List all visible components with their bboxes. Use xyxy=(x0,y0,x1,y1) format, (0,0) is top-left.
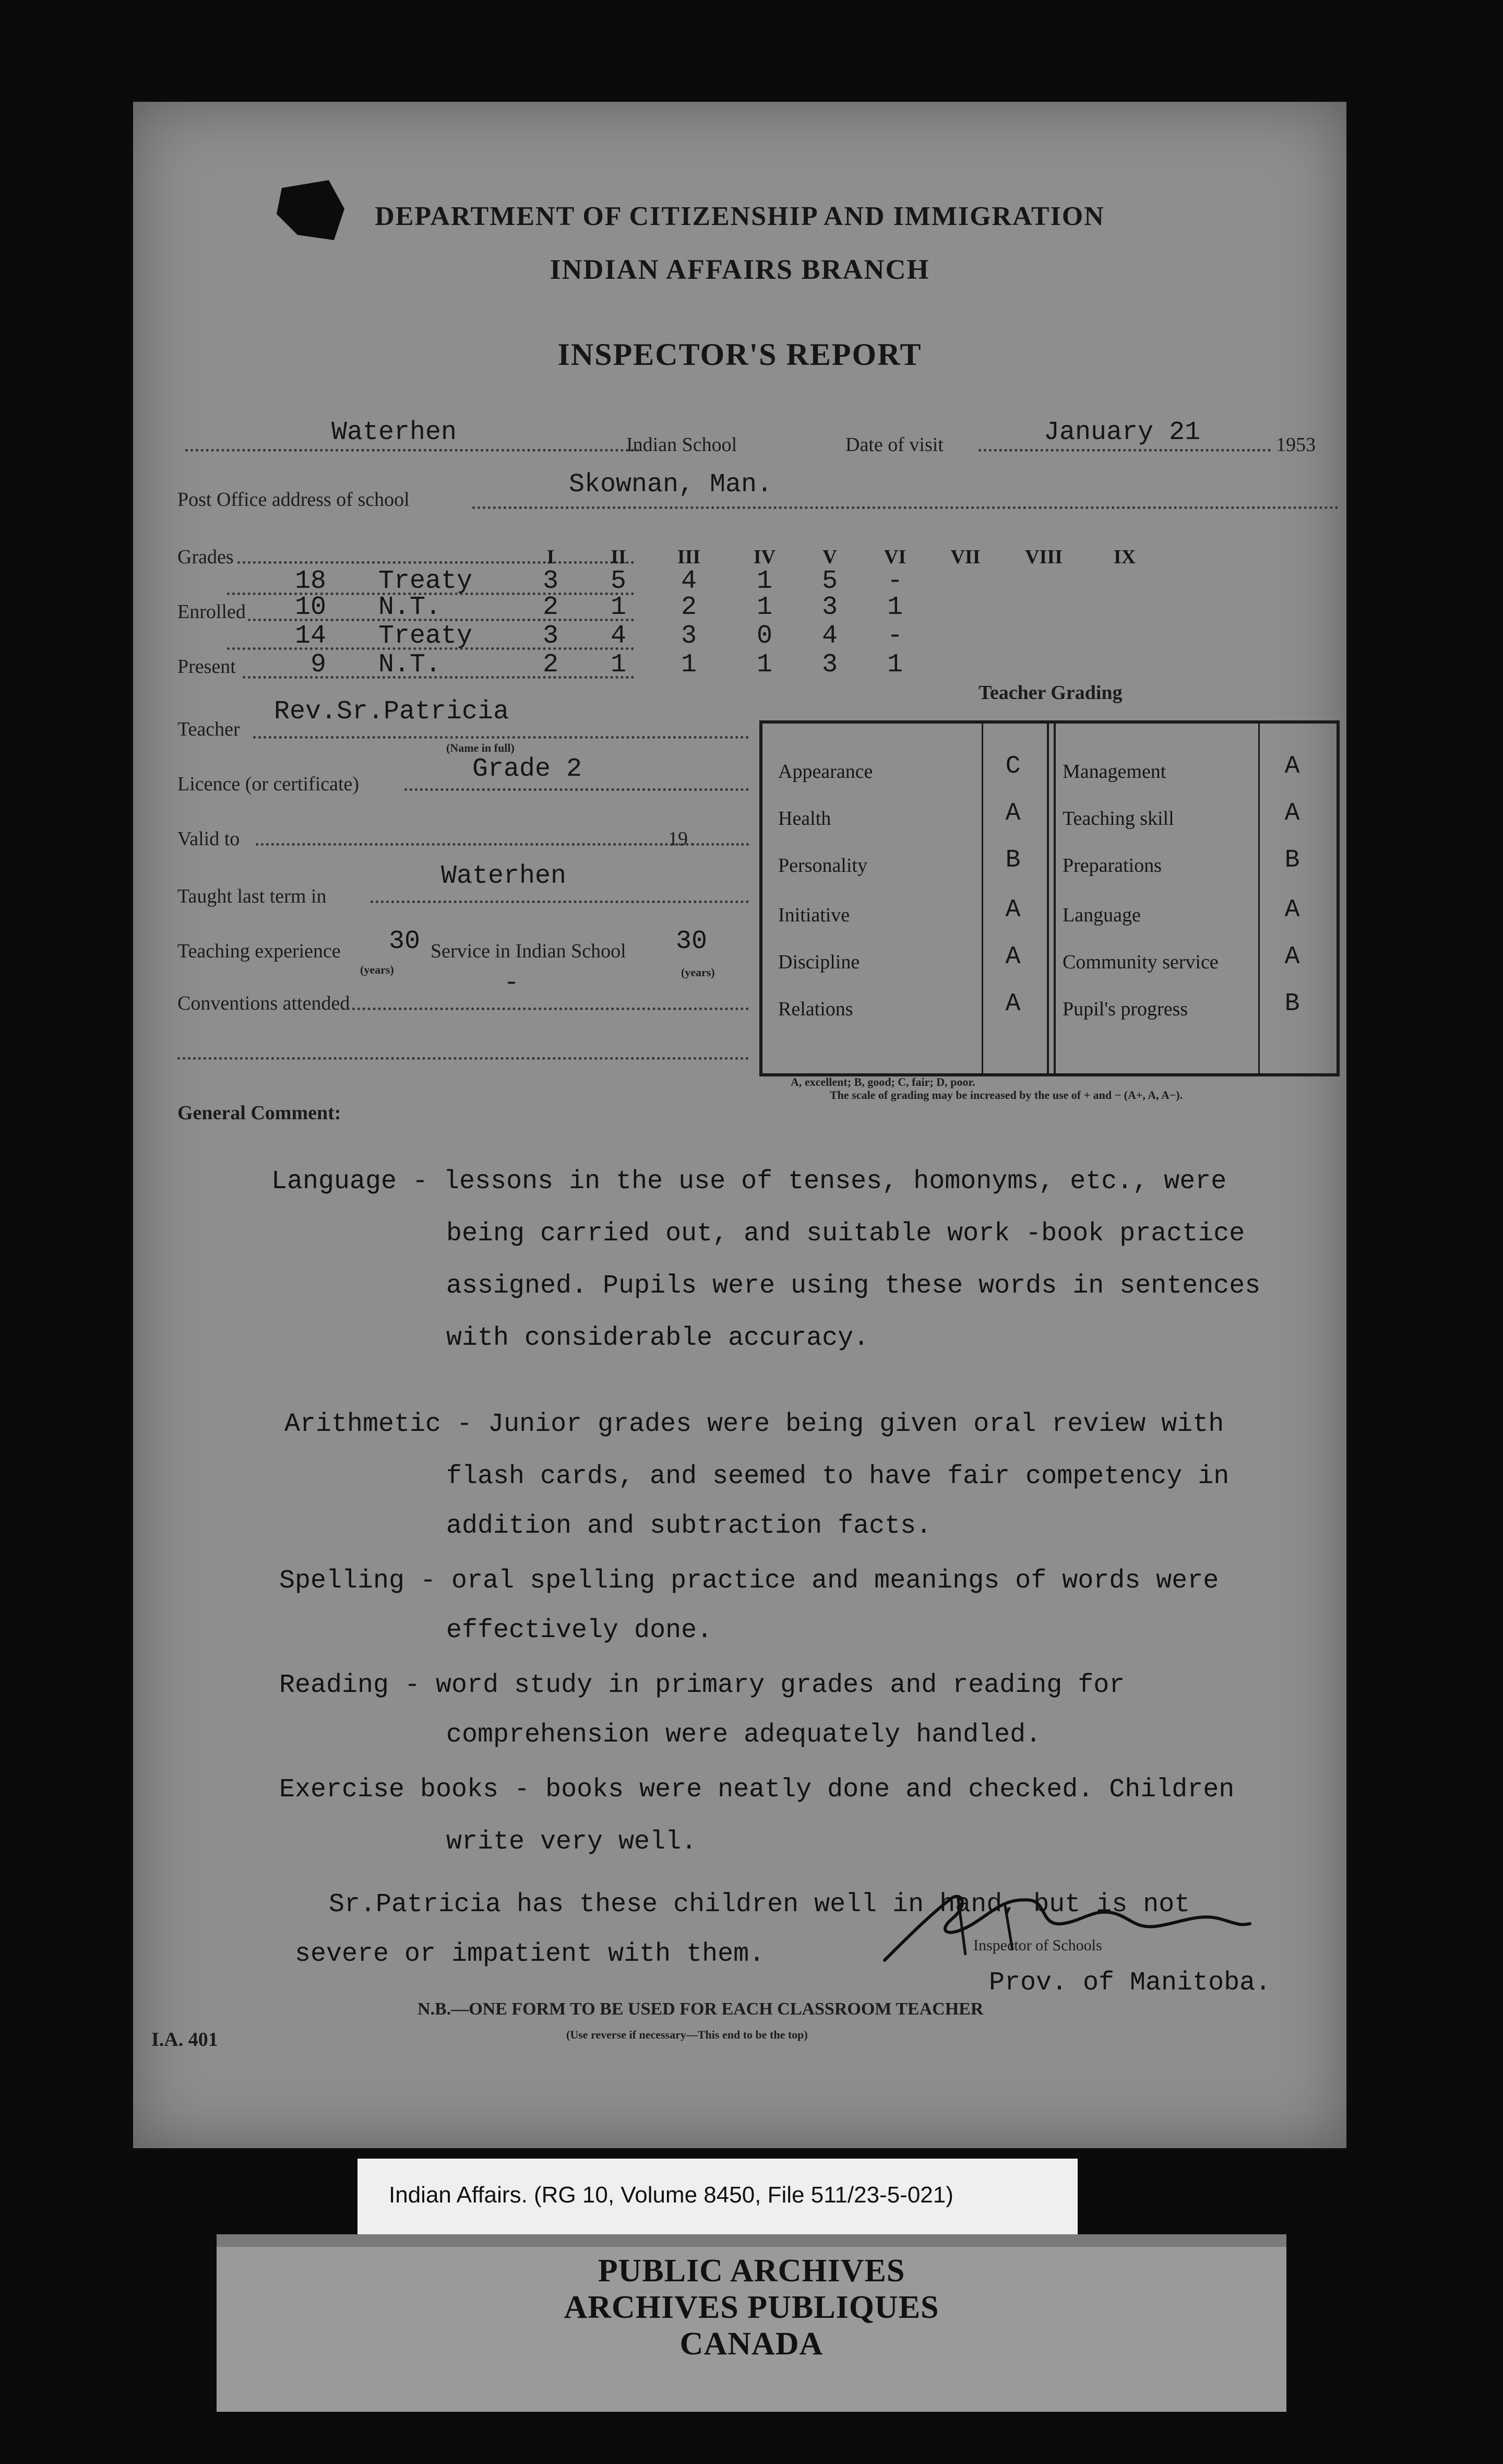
service-years-note: (years) xyxy=(681,966,715,979)
grades-label: Grades xyxy=(177,546,234,568)
taught-last-term-value: Waterhen xyxy=(441,861,567,891)
comment-line-3: assigned. Pupils were using these words in sentences xyxy=(446,1271,1261,1301)
inspector-signature xyxy=(874,1877,1255,1976)
province-value: Prov. of Manitoba. xyxy=(989,1968,1271,1998)
grading-label-health: Health xyxy=(778,808,831,830)
year-value: 1953 xyxy=(1276,434,1316,456)
grade-col-8: VIII xyxy=(1025,546,1063,568)
grading-value-relations: A xyxy=(1005,990,1021,1018)
row1-count: 18 xyxy=(295,566,327,596)
row2-kind: N.T. xyxy=(378,593,442,622)
grading-value-initiative: A xyxy=(1005,896,1021,924)
stamp-line-2: ARCHIVES PUBLIQUES xyxy=(564,2290,939,2325)
archive-stamp xyxy=(217,2234,1286,2412)
stamp-line-1: PUBLIC ARCHIVES xyxy=(598,2253,905,2289)
row3-grade1: 3 xyxy=(542,621,558,651)
comment-line-2: being carried out, and suitable work -book practice xyxy=(446,1219,1245,1249)
comment-line-9: effectively done. xyxy=(446,1616,713,1645)
valid-to-year: 19 xyxy=(668,828,688,850)
comment-line-6: flash cards, and seemed to have fair competency in xyxy=(446,1462,1230,1491)
grading-divider-center-a xyxy=(1047,724,1049,1073)
general-comment-label: General Comment: xyxy=(177,1102,341,1124)
row3-grade6: - xyxy=(887,621,903,651)
branch-heading: INDIAN AFFAIRS BRANCH xyxy=(550,254,930,285)
grading-value-personality: B xyxy=(1005,846,1021,874)
grading-label-appearance: Appearance xyxy=(778,761,873,783)
row1-grade4: 1 xyxy=(756,566,772,596)
grading-scale-note: The scale of grading may be increased by the use of + and − (A+, A, A−). xyxy=(830,1088,1183,1101)
grading-value-management: A xyxy=(1284,752,1300,780)
grading-divider-center-b xyxy=(1054,724,1056,1073)
taught-last-term-label: Taught last term in xyxy=(177,885,327,907)
row4-count: 9 xyxy=(311,650,327,680)
use-reverse-note: (Use reverse if necessary—This end to be the top) xyxy=(566,2028,808,2041)
licence-line xyxy=(404,788,749,791)
licence-label: Licence (or certificate) xyxy=(177,773,360,795)
grading-label-personality: Personality xyxy=(778,855,867,876)
inspector-of-schools-label: Inspector of Schools xyxy=(973,1937,1102,1954)
row2-count: 10 xyxy=(295,593,327,622)
comment-line-10: Reading - word study in primary grades and reading for xyxy=(279,1671,1125,1700)
indian-school-label: Indian School xyxy=(626,434,737,456)
teaching-experience-label: Teaching experience xyxy=(177,940,341,962)
experience-years-note: (years) xyxy=(360,963,394,976)
comment-line-7: addition and subtraction facts. xyxy=(446,1511,932,1541)
service-value: 30 xyxy=(676,927,708,956)
comment-line-11: comprehension were adequately handled. xyxy=(446,1720,1042,1750)
row1-grade2: 5 xyxy=(610,566,626,596)
grading-label-preparations: Preparations xyxy=(1063,855,1162,876)
comment-line-4: with considerable accuracy. xyxy=(446,1323,869,1353)
valid-to-line xyxy=(256,843,694,846)
grade-col-5: V xyxy=(822,546,837,568)
grade-col-3: III xyxy=(677,546,701,568)
grading-label-discipline: Discipline xyxy=(778,951,860,973)
row3-grade5: 4 xyxy=(821,621,838,651)
grading-label-relations: Relations xyxy=(778,998,853,1020)
teacher-name-value: Rev.Sr.Patricia xyxy=(274,697,509,727)
row1-grade3: 4 xyxy=(681,566,697,596)
grade-col-4: IV xyxy=(753,546,776,568)
row4-grade5: 3 xyxy=(821,650,838,680)
row4-grade2: 1 xyxy=(610,650,626,680)
comment-line-14: Sr.Patricia has these children well in hand, but is not xyxy=(329,1890,1190,1920)
grading-value-appearance: C xyxy=(1005,752,1021,780)
grading-label-pupils-progress: Pupil's progress xyxy=(1063,998,1188,1020)
report-form xyxy=(133,102,1346,2148)
stamp-line-3: CANADA xyxy=(679,2326,824,2362)
grading-label-community-service: Community service xyxy=(1063,951,1219,973)
row2-grade2: 1 xyxy=(610,593,626,622)
comment-line-5: Arithmetic - Junior grades were being given oral review with xyxy=(284,1409,1224,1439)
conventions-value: - xyxy=(504,968,520,998)
row4-grade4: 1 xyxy=(756,650,772,680)
date-of-visit-label: Date of visit xyxy=(845,434,944,456)
grading-value-health: A xyxy=(1005,799,1021,827)
teacher-grading-title: Teacher Grading xyxy=(979,682,1123,704)
department-heading: DEPARTMENT OF CITIZENSHIP AND IMMIGRATION xyxy=(375,202,1105,231)
row3-grade3: 3 xyxy=(681,621,697,651)
comment-line-1: Language - lessons in the use of tenses, homonyms, etc., were xyxy=(271,1167,1227,1197)
nb-note: N.B.—ONE FORM TO BE USED FOR EACH CLASSROOM TEACHER xyxy=(418,1999,984,2019)
archive-reference: Indian Affairs. (RG 10, Volume 8450, File 511/23-5-021) xyxy=(389,2182,953,2208)
name-in-full-note: (Name in full) xyxy=(446,741,515,754)
valid-to-year-line xyxy=(691,843,749,846)
row1-grade5: 5 xyxy=(821,566,838,596)
archive-reference-card xyxy=(357,2159,1078,2234)
school-name-line xyxy=(185,449,639,452)
row4-grade1: 2 xyxy=(542,650,558,680)
grade-col-2: II xyxy=(611,546,626,568)
row2-grade6: 1 xyxy=(887,593,903,622)
service-label: Service in Indian School xyxy=(431,940,626,962)
grade-col-9: IX xyxy=(1113,546,1136,568)
row3-grade2: 4 xyxy=(610,621,626,651)
grading-value-teaching-skill: A xyxy=(1284,799,1300,827)
grading-label-language: Language xyxy=(1063,904,1141,926)
date-of-visit-value: January 21 xyxy=(1044,418,1201,447)
row1-kind: Treaty xyxy=(378,566,473,596)
teacher-line xyxy=(253,736,749,739)
valid-to-label: Valid to xyxy=(177,828,240,850)
row4-grade3: 1 xyxy=(681,650,697,680)
grading-divider-left xyxy=(982,724,983,1073)
grading-value-pupils-progress: B xyxy=(1284,990,1300,1018)
grading-legend: A, excellent; B, good; C, fair; D, poor. xyxy=(791,1075,975,1088)
conventions-extra-line xyxy=(177,1057,749,1060)
licence-value: Grade 2 xyxy=(472,754,582,784)
comment-line-8: Spelling - oral spelling practice and meanings of words were xyxy=(279,1566,1219,1596)
post-office-value: Skownan, Man. xyxy=(569,470,773,500)
post-office-label: Post Office address of school xyxy=(177,489,410,511)
row3-count: 14 xyxy=(295,621,327,651)
grading-divider-right xyxy=(1258,724,1260,1073)
school-name-value: Waterhen xyxy=(331,418,457,447)
conventions-label: Conventions attended xyxy=(177,992,350,1014)
grading-value-preparations: B xyxy=(1284,846,1300,874)
teacher-grading-box xyxy=(759,720,1340,1076)
row2-grade1: 2 xyxy=(542,593,558,622)
grading-label-management: Management xyxy=(1063,761,1166,783)
row2-grade4: 1 xyxy=(756,593,772,622)
grades-line xyxy=(237,561,634,564)
grade-col-1: I xyxy=(546,546,555,568)
row3-grade4: 0 xyxy=(756,621,772,651)
date-line xyxy=(979,449,1271,452)
row1-grade1: 3 xyxy=(542,566,558,596)
stamp-top-edge xyxy=(217,2234,1286,2247)
grading-value-language: A xyxy=(1284,896,1300,924)
row3-kind: Treaty xyxy=(378,621,473,651)
report-title: INSPECTOR'S REPORT xyxy=(557,337,922,372)
conventions-line xyxy=(342,1008,749,1010)
grading-value-community-service: A xyxy=(1284,943,1300,971)
teaching-experience-value: 30 xyxy=(389,927,421,956)
row2-grade3: 2 xyxy=(681,593,697,622)
form-number: I.A. 401 xyxy=(151,2029,218,2051)
present-label: Present xyxy=(177,656,236,678)
enrolled-label: Enrolled xyxy=(177,601,246,623)
row4-grade6: 1 xyxy=(887,650,903,680)
taught-last-term-line xyxy=(371,901,749,903)
row4-line xyxy=(243,676,634,679)
teacher-label: Teacher xyxy=(177,718,240,740)
row4-kind: N.T. xyxy=(378,650,442,680)
row2-grade5: 3 xyxy=(821,593,838,622)
grade-col-6: VI xyxy=(884,546,906,568)
grading-label-initiative: Initiative xyxy=(778,904,850,926)
comment-line-12: Exercise books - books were neatly done and checked. Children xyxy=(279,1775,1235,1805)
grading-value-discipline: A xyxy=(1005,943,1021,971)
row1-grade6: - xyxy=(887,566,903,596)
comment-line-15: severe or impatient with them. xyxy=(295,1939,765,1969)
comment-line-13: write very well. xyxy=(446,1827,697,1857)
grading-label-teaching-skill: Teaching skill xyxy=(1063,808,1174,830)
grade-col-7: VII xyxy=(950,546,981,568)
post-office-line xyxy=(472,506,1339,509)
